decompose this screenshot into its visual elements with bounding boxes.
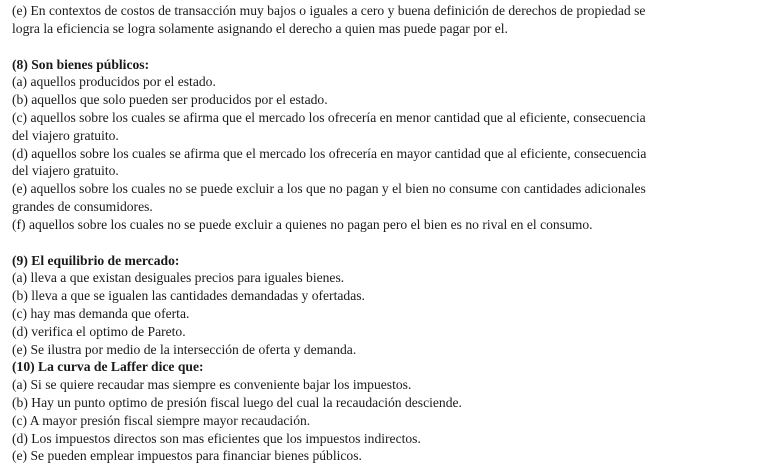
question-10 bbox=[12, 358, 760, 465]
q10-option-b: (b) Hay un punto optimo de presión fiscal luego del cual la recaudación desciende. bbox=[12, 394, 462, 410]
q8-option-c-line1: (c) aquellos sobre los cuales se afirma que el mercado los ofrecería en menor cantidad que al eficiente, consecuencia bbox=[12, 109, 646, 125]
q10-option-d: (d) Los impuestos directos son mas eficientes que los impuestos indirectos. bbox=[12, 430, 421, 446]
q8-option-d-line2: del viajero gratuito. bbox=[12, 163, 119, 179]
q8-option-e-line2: grandes de consumidores. bbox=[12, 198, 153, 214]
question-9-heading: (9) El equilibrio de mercado: bbox=[12, 252, 180, 268]
intro-line-2: logra la eficiencia se logra solamente asignando el derecho a quien mas puede pagar por el. bbox=[12, 20, 508, 36]
question-10-heading: (10) La curva de Laffer dice que: bbox=[12, 359, 204, 375]
q9-option-b: (b) lleva a que se igualen las cantidades demandadas y ofertadas. bbox=[12, 288, 365, 304]
q8-option-a: (a) aquellos producidos por el estado. bbox=[12, 74, 216, 90]
q9-option-a: (a) lleva a que existan desiguales precios para iguales bienes. bbox=[12, 270, 345, 286]
q9-option-c: (c) hay mas demanda que oferta. bbox=[12, 305, 190, 321]
intro-option-block bbox=[12, 2, 760, 38]
q10-option-c: (c) A mayor presión fiscal siempre mayor recaudación. bbox=[12, 412, 311, 428]
q8-option-c-line2: del viajero gratuito. bbox=[12, 127, 119, 143]
question-8-heading: (8) Son bienes públicos: bbox=[12, 56, 150, 72]
q8-option-b: (b) aquellos que solo pueden ser producidos por el estado. bbox=[12, 92, 328, 108]
exam-page bbox=[12, 2, 760, 465]
question-9 bbox=[12, 252, 760, 359]
q8-option-f: (f) aquellos sobre los cuales no se puede excluir a quienes no pagan pero el bien es no rival en el consumo. bbox=[12, 216, 593, 232]
q9-option-e: (e) Se ilustra por medio de la intersección de oferta y demanda. bbox=[12, 341, 357, 357]
q8-option-d-line1: (d) aquellos sobre los cuales se afirma que el mercado los ofrecería en mayor cantidad que al eficiente, consecuencia bbox=[12, 145, 647, 161]
q10-option-e: (e) Se pueden emplear impuestos para financiar bienes públicos. bbox=[12, 448, 362, 464]
question-8 bbox=[12, 56, 760, 234]
q8-option-e-line1: (e) aquellos sobre los cuales no se puede excluir a los que no pagan y el bien no consume con cantidades adicionales bbox=[12, 181, 646, 197]
q9-option-d: (d) verifica el optimo de Pareto. bbox=[12, 323, 186, 339]
intro-line-1: (e) En contextos de costos de transacción muy bajos o iguales a cero y buena definición de derechos de propiedad se bbox=[12, 3, 646, 18]
q10-option-a: (a) Si se quiere recaudar mas siempre es conveniente bajar los impuestos. bbox=[12, 377, 412, 393]
